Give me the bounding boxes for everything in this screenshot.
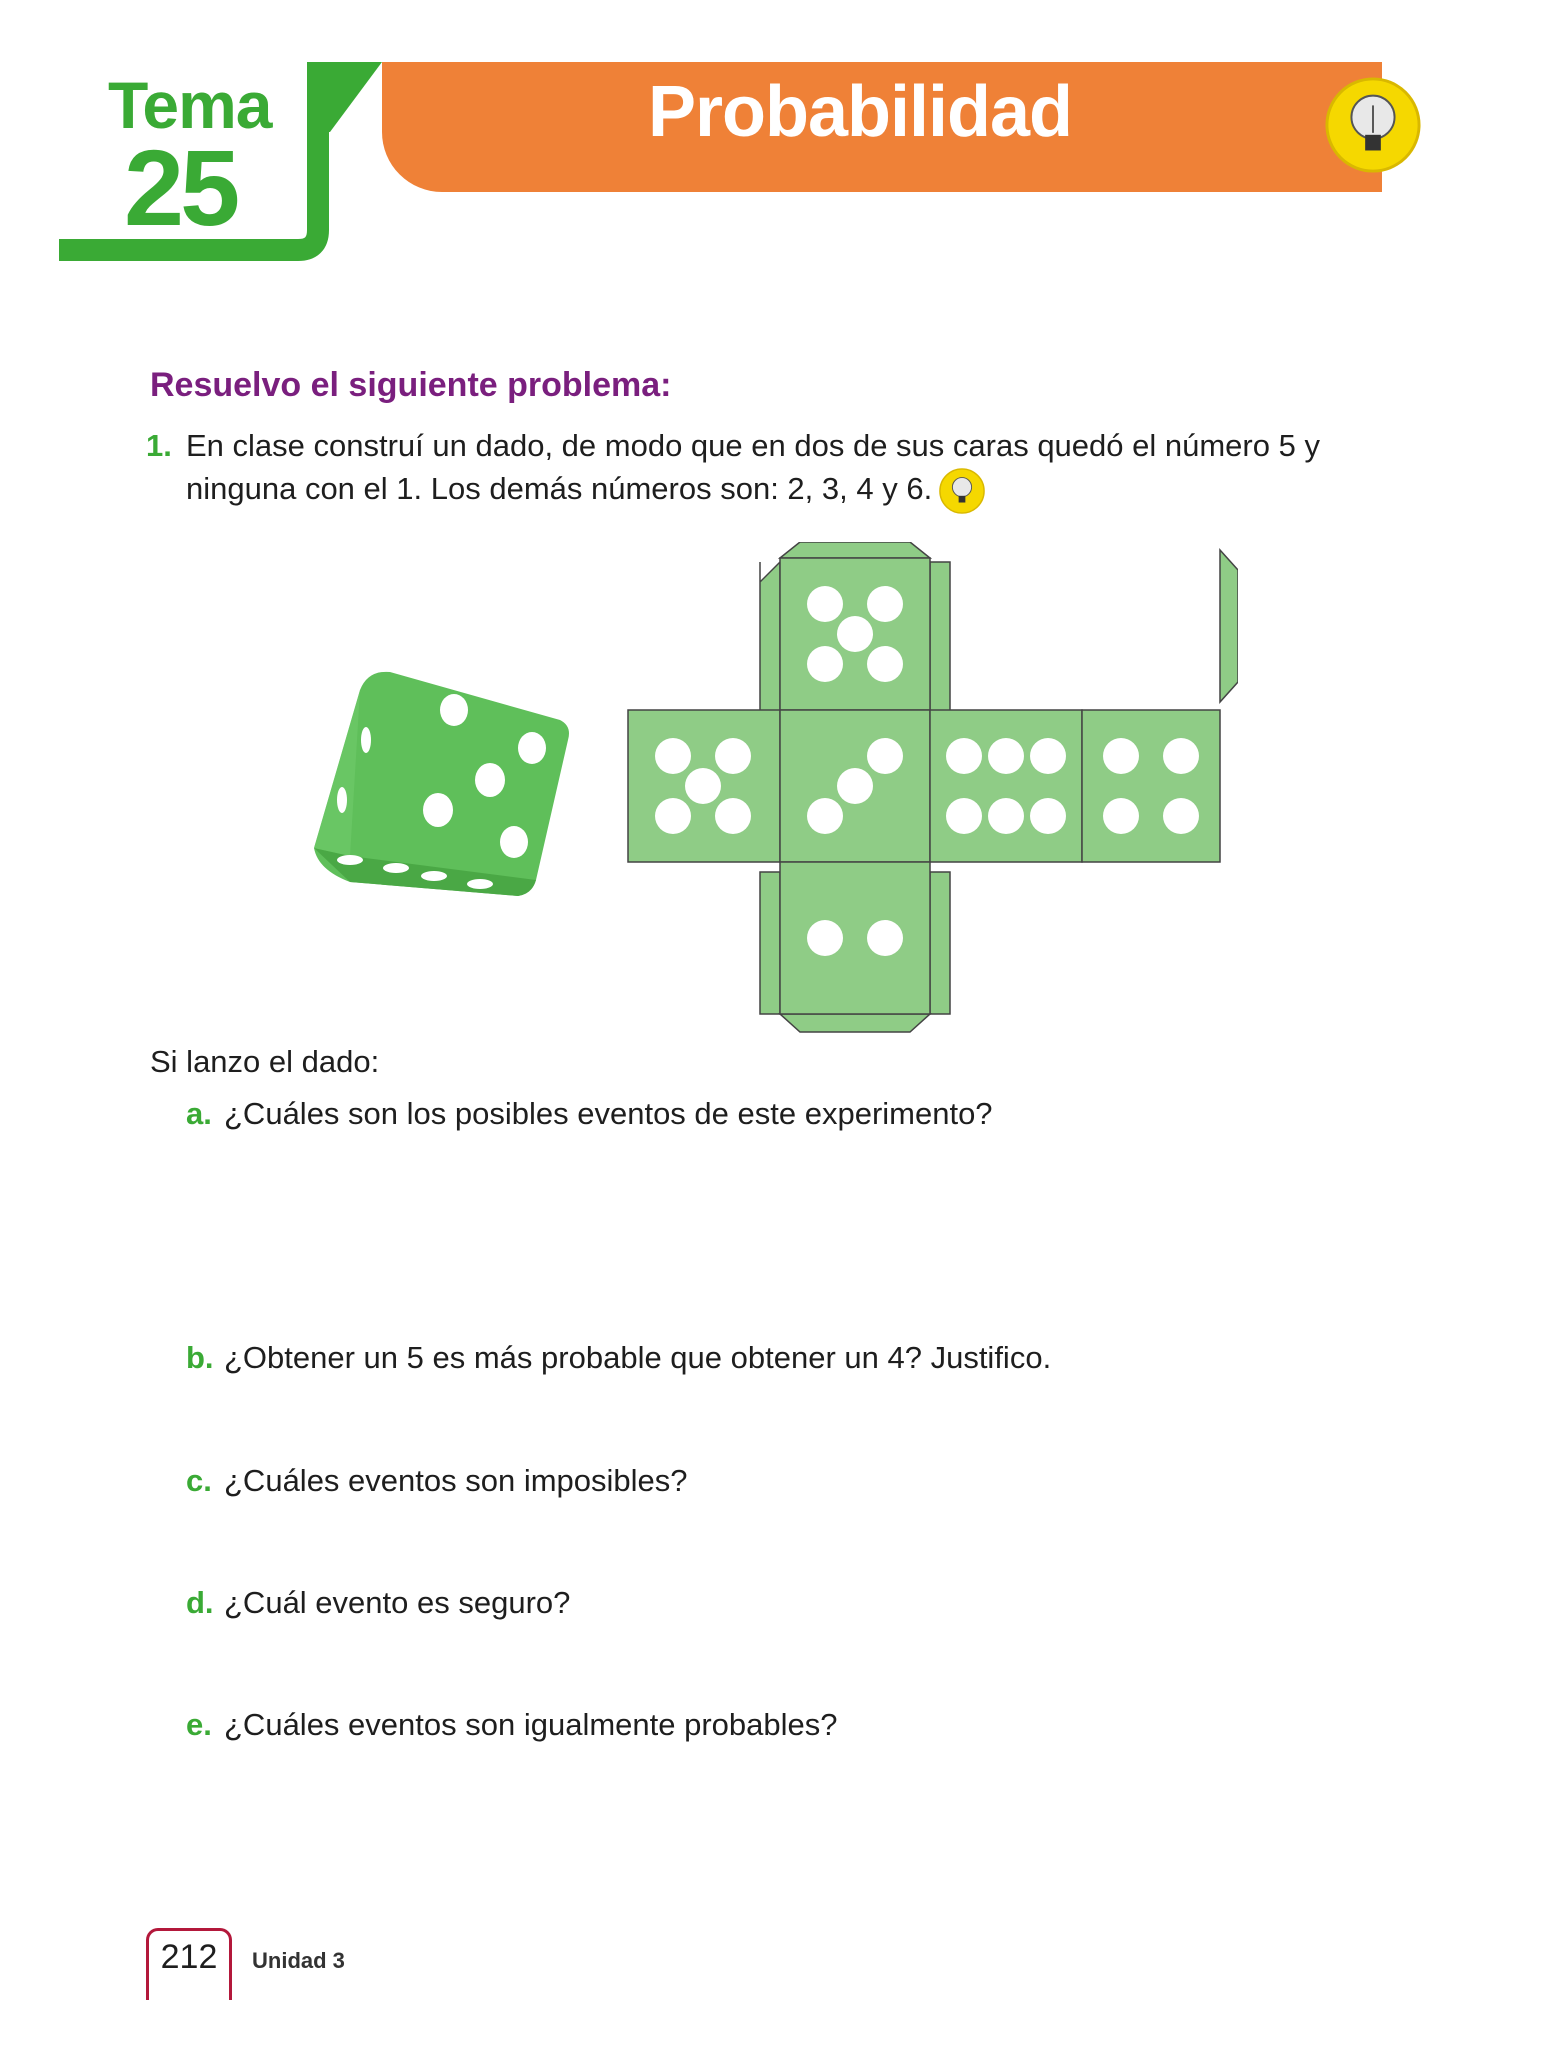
section-heading: Resuelvo el siguiente problema: <box>150 366 672 404</box>
dice-3d-illustration <box>310 660 580 920</box>
question-text: ¿Cuál evento es seguro? <box>224 1585 571 1620</box>
question-e <box>186 1707 838 1743</box>
page-number: 212 <box>160 1938 218 1976</box>
lightbulb-icon <box>1324 76 1422 174</box>
question-c <box>186 1463 688 1499</box>
question-text: ¿Obtener un 5 es más probable que obtener un 4? Justifico. <box>224 1340 1052 1375</box>
question-letter: c. <box>186 1463 212 1498</box>
problem-statement <box>186 424 1386 515</box>
question-text: ¿Cuáles eventos son imposibles? <box>224 1463 688 1498</box>
question-d <box>186 1585 570 1621</box>
problem-text: En clase construí un dado, de modo que en dos de sus caras quedó el número 5 y ninguna con el 1. Los demás números son: 2, 3, 4 y 6. <box>186 428 1320 507</box>
question-text: ¿Cuáles son los posibles eventos de este experimento? <box>224 1096 993 1131</box>
question-letter: e. <box>186 1707 212 1742</box>
dice-net-illustration <box>612 542 1238 1034</box>
lightbulb-icon <box>938 467 986 515</box>
question-letter: d. <box>186 1585 214 1620</box>
question-a <box>186 1096 993 1132</box>
tema-number: 25 <box>124 127 237 248</box>
question-letter: a. <box>186 1096 212 1131</box>
questions-intro: Si lanzo el dado: <box>150 1044 380 1079</box>
problem-number: 1. <box>146 428 172 463</box>
question-text: ¿Cuáles eventos son igualmente probables? <box>224 1707 838 1742</box>
page-title: Probabilidad <box>647 72 1073 152</box>
tema-label: Tema <box>108 68 272 142</box>
question-letter: b. <box>186 1340 214 1375</box>
question-b <box>186 1340 1051 1376</box>
unit-label: Unidad 3 <box>252 1948 345 1973</box>
